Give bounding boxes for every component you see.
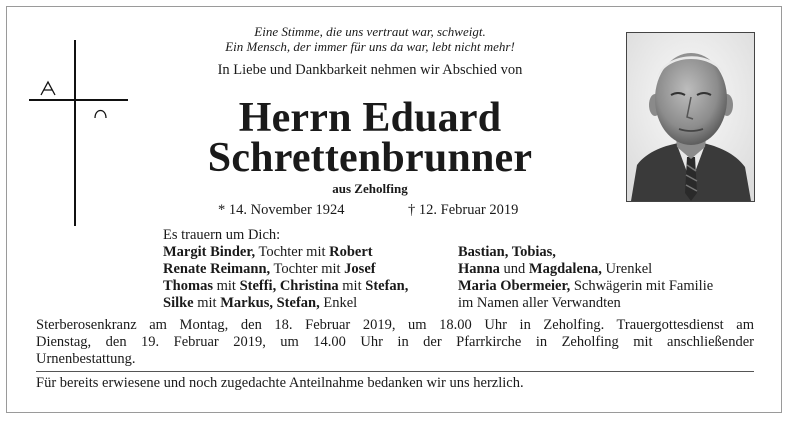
mourner-line [163, 278, 408, 295]
mourner-name: Renate Reimann, [163, 261, 271, 277]
portrait-photo [626, 32, 755, 202]
mourner-line [163, 295, 408, 312]
mourner-name: Margit Binder, [163, 244, 256, 260]
mourners-header: Es trauern um Dich: [163, 227, 281, 243]
deceased-origin: aus Zeholfing [332, 181, 408, 196]
mourner-relation: mit [193, 295, 221, 311]
mourner-name: Thomas [163, 278, 213, 294]
cross-icon [27, 38, 137, 228]
death-date: † 12. Februar 2019 [408, 202, 519, 218]
alpha-symbol [41, 82, 55, 95]
service-line-2: Dienstag, den 19. Februar 2019, um 14.00 Uhr in der Pfarrkirche in Zeholfing mit anschließender [36, 334, 754, 350]
mourner-line [163, 244, 408, 261]
deceased-name-line-2: Schrettenbrunner [207, 135, 533, 181]
deceased-name-line-1: Herrn Eduard [238, 95, 502, 141]
mourner-line [458, 295, 713, 312]
memorial-quote [150, 24, 590, 54]
service-line-3: Urnenbestattung. [36, 351, 136, 367]
mourner-name: Robert [329, 244, 373, 260]
thanks-note: Für bereits erwiesene und noch zugedachte Anteilnahme bedanken wir uns herzlich. [36, 375, 524, 391]
mourner-name: Bastian, Tobias, [458, 244, 556, 260]
mourner-line [458, 261, 713, 278]
mourner-name: Steffi, Christina [239, 278, 339, 294]
mourner-relation: Tochter mit [255, 244, 330, 260]
mourner-relation: mit [212, 278, 240, 294]
mourner-name: Magdalena, [528, 261, 602, 277]
mourner-name: Maria Obermeier, [458, 278, 571, 294]
mourner-name: Josef [344, 261, 376, 277]
mourner-relation: und [499, 261, 529, 277]
mourner-relation: Schwägerin mit Familie [570, 278, 714, 294]
omega-symbol [95, 111, 106, 119]
birth-date: * 14. November 1924 [218, 202, 345, 218]
divider [36, 371, 754, 372]
service-line-1: Sterberosenkranz am Montag, den 18. Februar 2019, um 18.00 Uhr in Zeholfing. Trauergottesdienst am [36, 317, 754, 333]
mourner-name: Silke [163, 295, 194, 311]
mourners-right-column [458, 244, 713, 312]
mourner-relation: Urenkel [601, 261, 653, 277]
mourner-line [163, 261, 408, 278]
farewell-intro: In Liebe und Dankbarkeit nehmen wir Abschied von [217, 62, 523, 78]
quote-line-1: Eine Stimme, die uns vertraut war, schweigt. [254, 24, 486, 39]
mourner-name: Markus, Stefan, [220, 295, 320, 311]
mourner-name: Hanna [458, 261, 500, 277]
mourners-left-column [163, 244, 408, 312]
mourner-relation: im Namen aller Verwandten [458, 295, 621, 311]
quote-line-2: Ein Mensch, der immer für uns da war, lebt nicht mehr! [225, 39, 515, 54]
mourner-line [458, 278, 713, 295]
service-details [36, 317, 754, 368]
mourner-relation: Tochter mit [270, 261, 345, 277]
mourner-line [458, 244, 713, 261]
mourner-relation: Enkel [319, 295, 358, 311]
mourner-relation: mit [338, 278, 366, 294]
mourner-name: Stefan, [365, 278, 409, 294]
